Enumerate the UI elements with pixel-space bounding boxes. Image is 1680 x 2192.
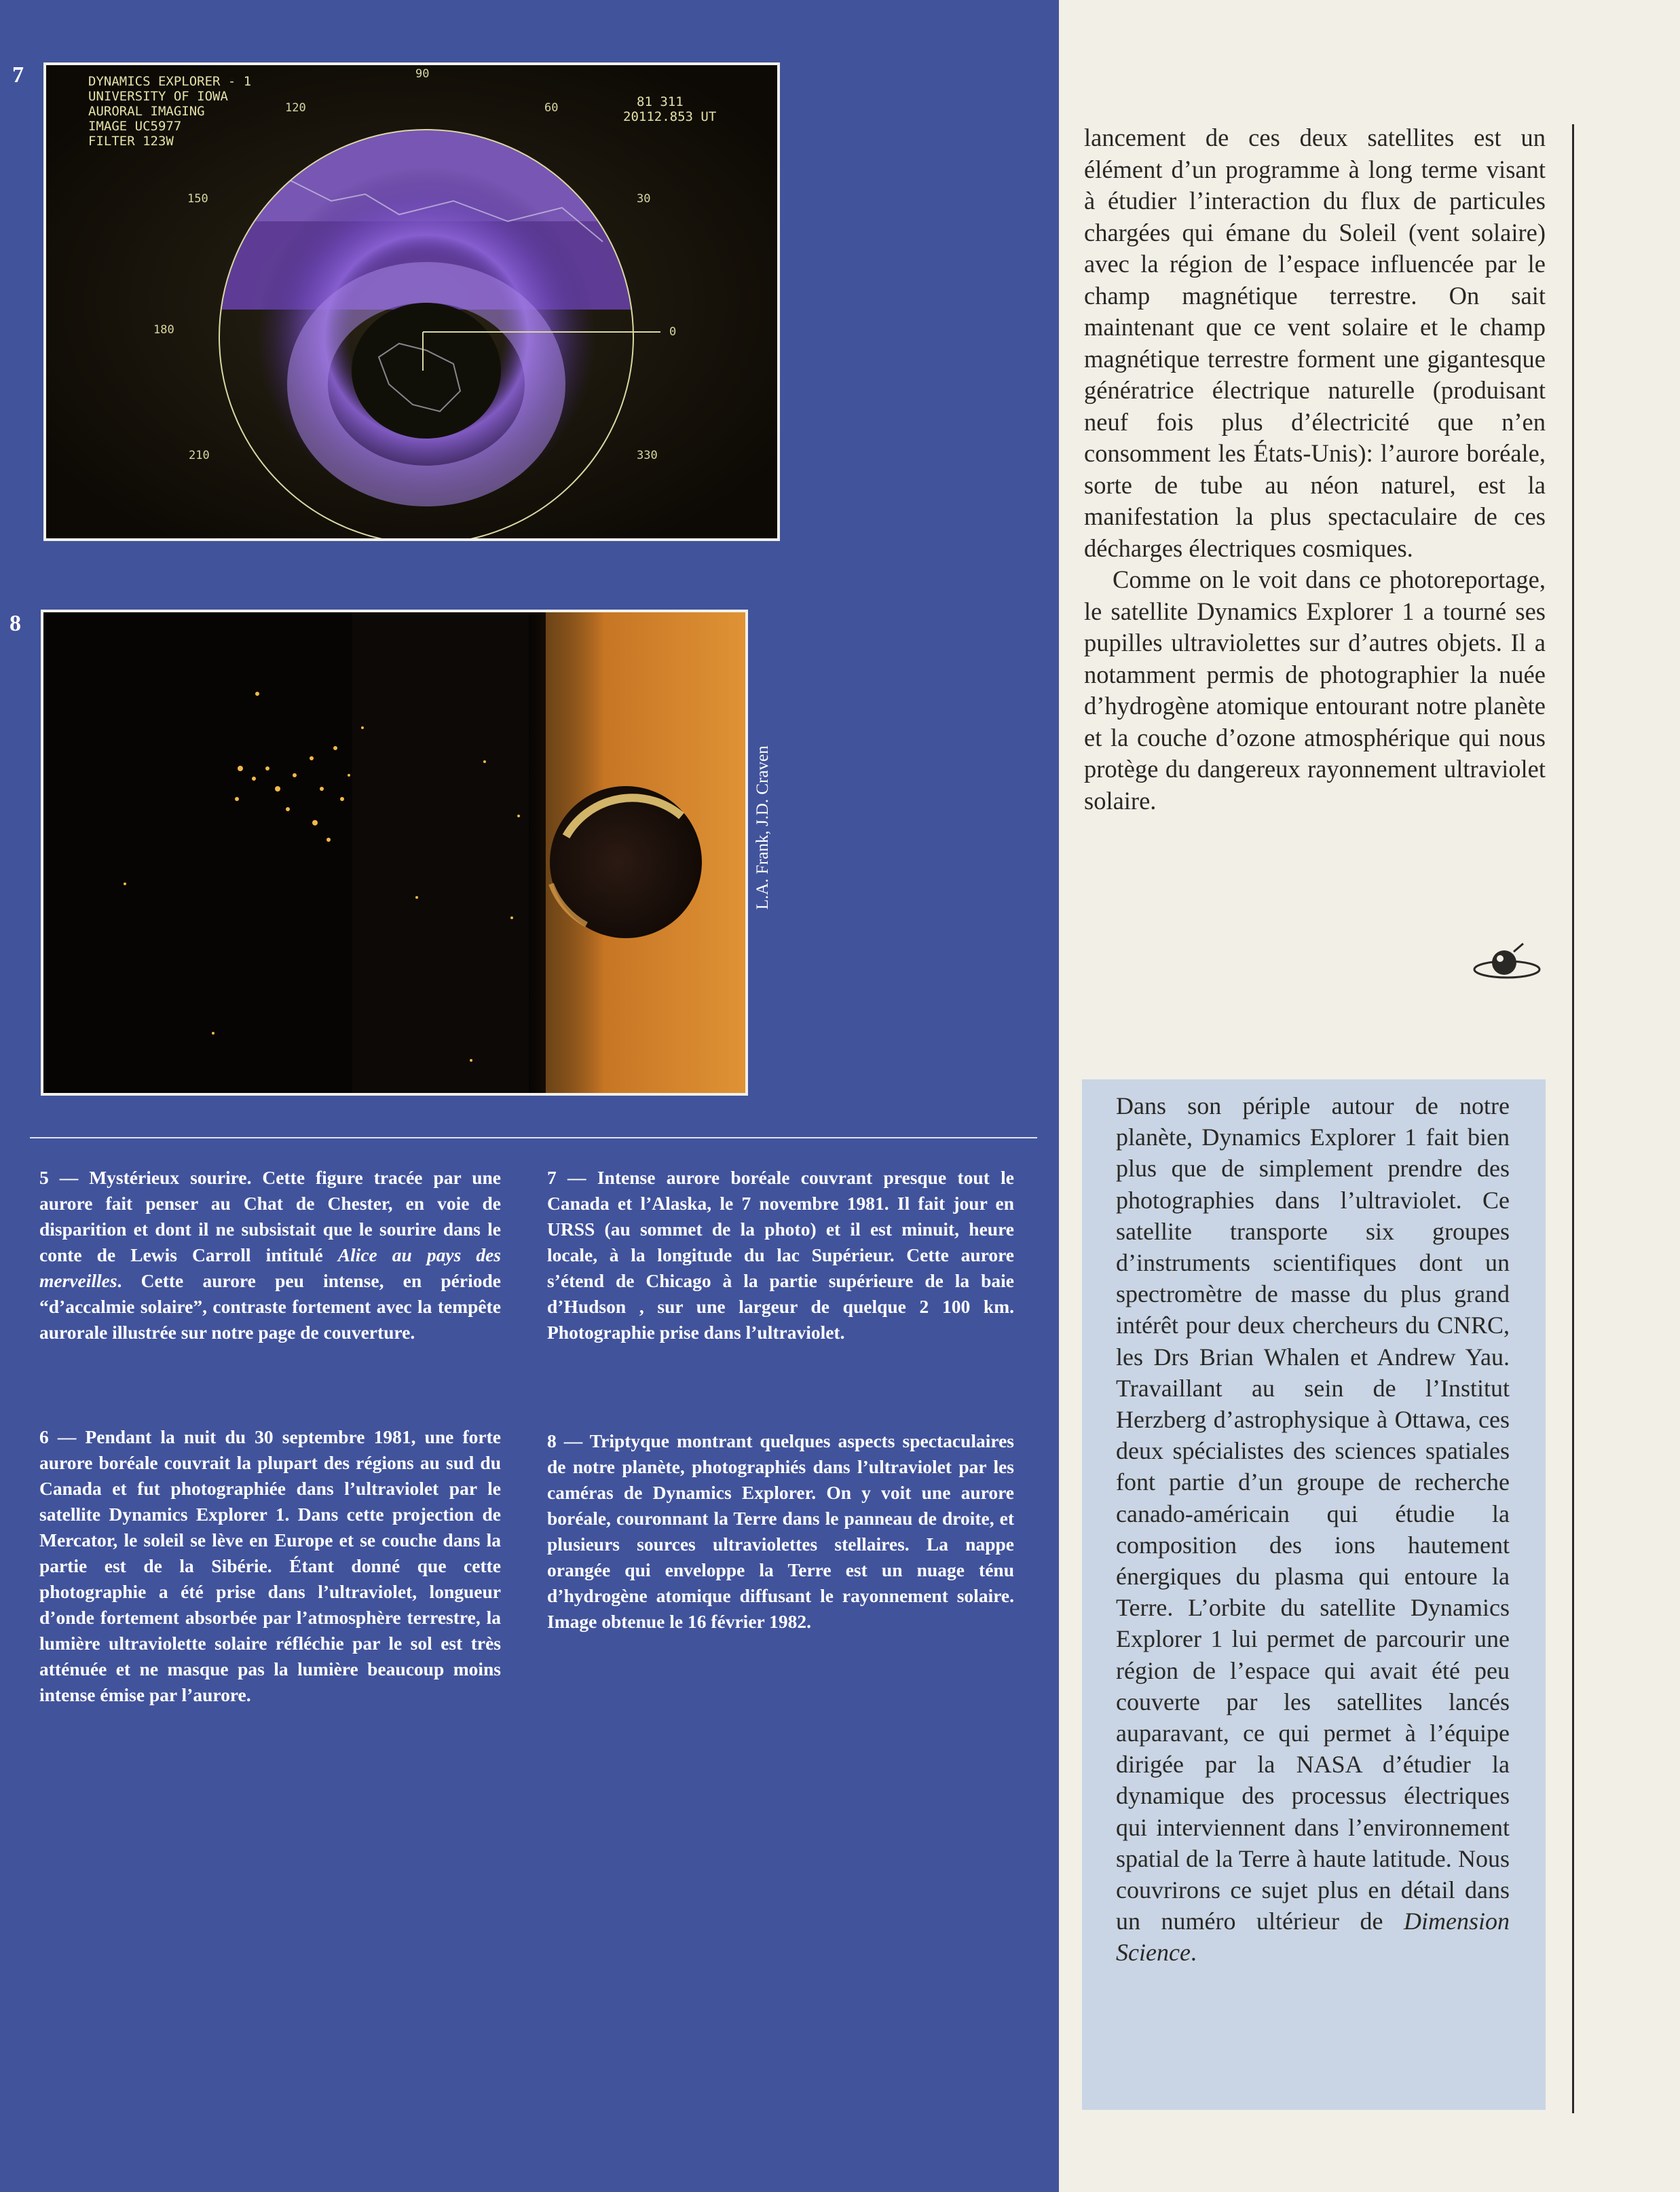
- caption-5-text-end: . Cette aurore peu intense, en période “d’accalmie solaire”, contraste fortement avec la tempête aurorale illustrée sur notre page de couverture.: [39, 1270, 501, 1343]
- overlay-line-1: DYNAMICS EXPLORER - 1: [88, 74, 252, 89]
- overlay-line-3: AURORAL IMAGING: [88, 104, 205, 119]
- overlay-line-5: FILTER 123W: [88, 134, 174, 149]
- sidebar-magazine-title: Dimension Science: [1116, 1908, 1510, 1967]
- degree-210: 210: [189, 449, 210, 462]
- photo-credit: L.A. Frank, J.D. Craven: [753, 745, 772, 910]
- degree-180: 180: [153, 323, 174, 337]
- degree-120: 120: [285, 101, 306, 115]
- caption-5-text-start: 5 — Mystérieux sourire. Cette figure tracée par une aurore fait penser au Chat de Chester, en voie de disparition et dont il ne subsistait que le sourire dans le conte de Lewis Carroll intitulé: [39, 1167, 501, 1265]
- article-paragraph-2: Comme on le voit dans ce photoreportage, le satellite Dynamics Explorer 1 a tourné ses pupilles ultraviolettes sur d’autres objets. Il a notamment permis de photographier la nuée d’hydrogène atomique entourant notre planète et la couche d’ozone atmosphérique qui nous protège du dangereux rayonnement ultraviolet solaire.: [1084, 565, 1546, 815]
- figure-7-number: 7: [12, 62, 24, 88]
- caption-7: 7 — Intense aurore boréale couvrant presque tout le Canada et l’Alaska, le 7 novembre 1981. Il fait jour en URSS (au sommet de la photo) et il est minuit, heure locale, à la longitude du lac Supérieur. Cette aurore s’étend de Chicago à la partie supérieure de la baie d’Hudson , sur une largeur de quelque 2 100 km. Photographie prise dans l’ultraviolet.: [547, 1167, 1014, 1343]
- caption-5-book-title: Alice au pays des merveilles: [39, 1244, 501, 1291]
- column-rule: [1572, 124, 1574, 2113]
- degree-90: 90: [415, 67, 430, 81]
- figure-7-auroral-image: [43, 62, 780, 541]
- degree-0: 0: [669, 325, 677, 339]
- main-article-text: [1084, 122, 1546, 817]
- overlay-line-4: IMAGE UC5977: [88, 119, 182, 134]
- end-of-article-icon: [1472, 938, 1546, 984]
- article-paragraph-1: lancement de ces deux satellites est un élément d’un programme à long terme visant à étudier l’interaction du flux de particules chargées qui émane du Soleil (vent solaire) avec la région de l’espace influencée par le champ magnétique terrestre. On sait maintenant que ce vent solaire et le champ magnétique terrestre forment une gigantesque génératrice électrique naturelle (produisant neuf fois plus d’électricité que n’en consomment les États-Unis): l’aurore boréale, sorte de tube au néon naturel, est la manifestation la plus spectaculaire de ces décharges électriques cosmiques.: [1084, 124, 1546, 562]
- caption-6: 6 — Pendant la nuit du 30 septembre 1981, une forte aurore boréale couvrait la plupart des régions au sud du Canada et fut photographiée dans l’ultraviolet par le satellite Dynamics Explorer 1. Dans cette projection de Mercator, le soleil se lève en Europe et se couche dans la partie est de la Sibérie. Étant donné que cette photographie a été prise dans l’ultraviolet, longueur d’onde fortement absorbée par l’atmosphère terrestre, la lumière ultraviolette solaire réfléchie par le sol est très atténuée et ne masque pas la lumière beaucoup moins intense émise par l’aurore.: [39, 1426, 501, 1705]
- sidebar-text: [1116, 1090, 1510, 1969]
- section-divider: [30, 1137, 1037, 1138]
- sidebar-end-punct: .: [1190, 1939, 1197, 1967]
- degree-330: 330: [637, 449, 658, 462]
- overlay-line-2: UNIVERSITY OF IOWA: [88, 89, 228, 104]
- degree-30: 30: [637, 192, 651, 206]
- sidebar-body: Dans son périple autour de notre planète, Dynamics Explorer 1 fait bien plus que de simplement prendre des photographies dans l’ultraviolet. Ce satellite transporte six groupes d’instruments scientifiques dont un spectromètre de masse du plus grand intérêt pour deux chercheurs du CNRC, les Drs Brian Whalen et Andrew Yau. Travaillant au sein de l’Institut Herzberg d’astrophysique à Ottawa, ces deux spécialistes des sciences spatiales font partie d’un groupe de recherche canado-américain qui étudie la composition des ions hautement énergiques du plasma qui entoure la Terre. L’orbite du satellite Dynamics Explorer 1 lui permet de parcourir une région de l’espace qui avait été peu couverte par les satellites lancés auparavant, ce qui permet à l’équipe dirigée par la NASA d’étudier la dynamique des processus électriques qui interviennent dans l’environnement spatial de la Terre à haute latitude. Nous couvrirons ce sujet plus en détail dans un numéro ultérieur de: [1116, 1092, 1510, 1935]
- figure-8-number: 8: [10, 611, 21, 636]
- sidebar-paragraph: [1116, 1090, 1510, 1969]
- overlay-date-code: 81 311: [637, 94, 684, 109]
- caption-8: 8 — Triptyque montrant quelques aspects spectaculaires de notre planète, photographiés dans l’ultraviolet par les caméras de Dynamics Explorer. On y voit une aurore boréale, couronnant la Terre dans le panneau de droite, et plusieurs sources ultraviolettes stellaires. La nappe orangée qui enveloppe la Terre est un nuage ténu d’hydrogène atomique diffusant le rayonnement solaire. Image obtenue le 16 février 1982.: [547, 1430, 1014, 1632]
- degree-150: 150: [187, 192, 208, 206]
- figure-8-uv-earth-image: [41, 610, 748, 1096]
- degree-60: 60: [544, 101, 559, 115]
- overlay-time-code: 20112.853 UT: [623, 109, 717, 124]
- caption-5: [39, 1165, 501, 1345]
